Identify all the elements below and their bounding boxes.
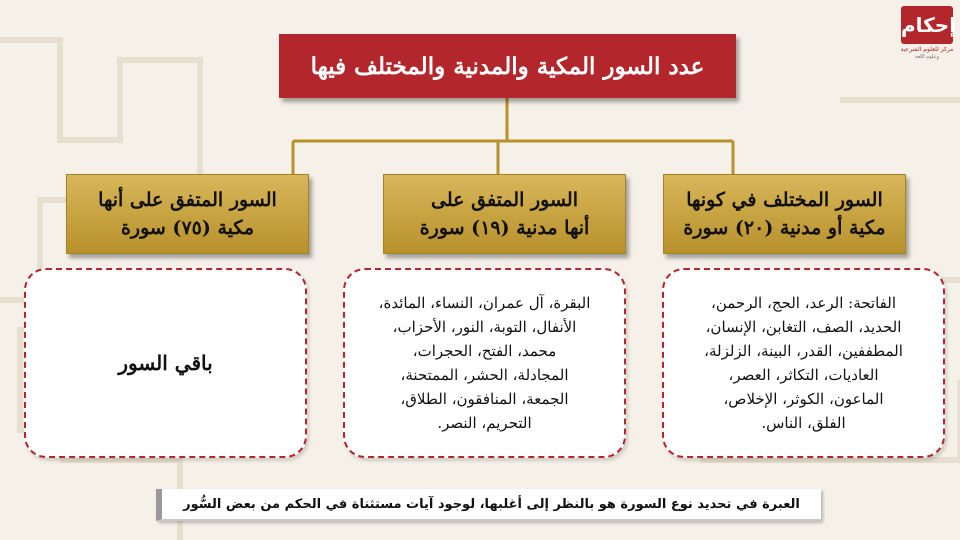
category-medinan-line2: أنها مدنية (١٩) سورة <box>419 217 590 239</box>
logo-subtitle-2: وعلوم اللغة <box>915 54 939 60</box>
medinan-surahs-list <box>343 268 626 458</box>
list-item: الفاتحة: الرعد، الحج، الرحمن، <box>711 294 896 312</box>
list-item: العاديات، التكاثر، العصر، <box>728 366 879 384</box>
remaining-surahs-text: باقي السور <box>118 351 213 375</box>
list-item: الجمعة، المنافقون، الطلاق، <box>400 390 569 408</box>
logo-subtitle: مركز للعلوم الشرعية <box>900 46 954 53</box>
diagram-title: عدد السور المكية والمدنية والمختلف فيها <box>279 34 736 98</box>
list-item: الفلق، الناس. <box>761 414 846 432</box>
category-disputed-line1: السور المختلف في كونها <box>686 189 883 211</box>
category-meccan-line1: السور المتفق على أنها <box>98 189 277 211</box>
list-item: محمد، الفتح، الحجرات، <box>412 342 557 360</box>
list-item: المجادلة، الحشر، الممتحنة، <box>400 366 569 384</box>
category-meccan <box>66 174 309 254</box>
list-item: البقرة، آل عمران، النساء، المائدة، <box>378 294 591 312</box>
list-item: الحديد، الصف، التغابن، الإنسان، <box>705 318 902 336</box>
category-medinan <box>383 174 626 254</box>
disputed-surahs-list <box>662 268 945 458</box>
meccan-surahs-list <box>24 268 307 458</box>
list-item: الماعون، الكوثر، الإخلاص، <box>723 390 884 408</box>
category-medinan-line1: السور المتفق على <box>431 189 578 211</box>
footnote-note: العبرة في تحديد نوع السورة هو بالنظر إلى أغلبها، لوجود آيات مستثناة في الحكم من بعض السُّور <box>156 489 821 521</box>
list-item: المطففين، القدر، البينة، الزلزلة، <box>704 342 903 360</box>
category-disputed-line2: مكية أو مدنية (٢٠) سورة <box>683 217 886 239</box>
list-item: الأنفال، التوبة، النور، الأحزاب، <box>392 318 577 336</box>
list-item: التحريم، النصر. <box>437 414 532 432</box>
category-disputed <box>663 174 906 254</box>
category-meccan-line2: مكية (٧٥) سورة <box>120 217 255 239</box>
logo-mark: إحكام <box>901 6 953 44</box>
